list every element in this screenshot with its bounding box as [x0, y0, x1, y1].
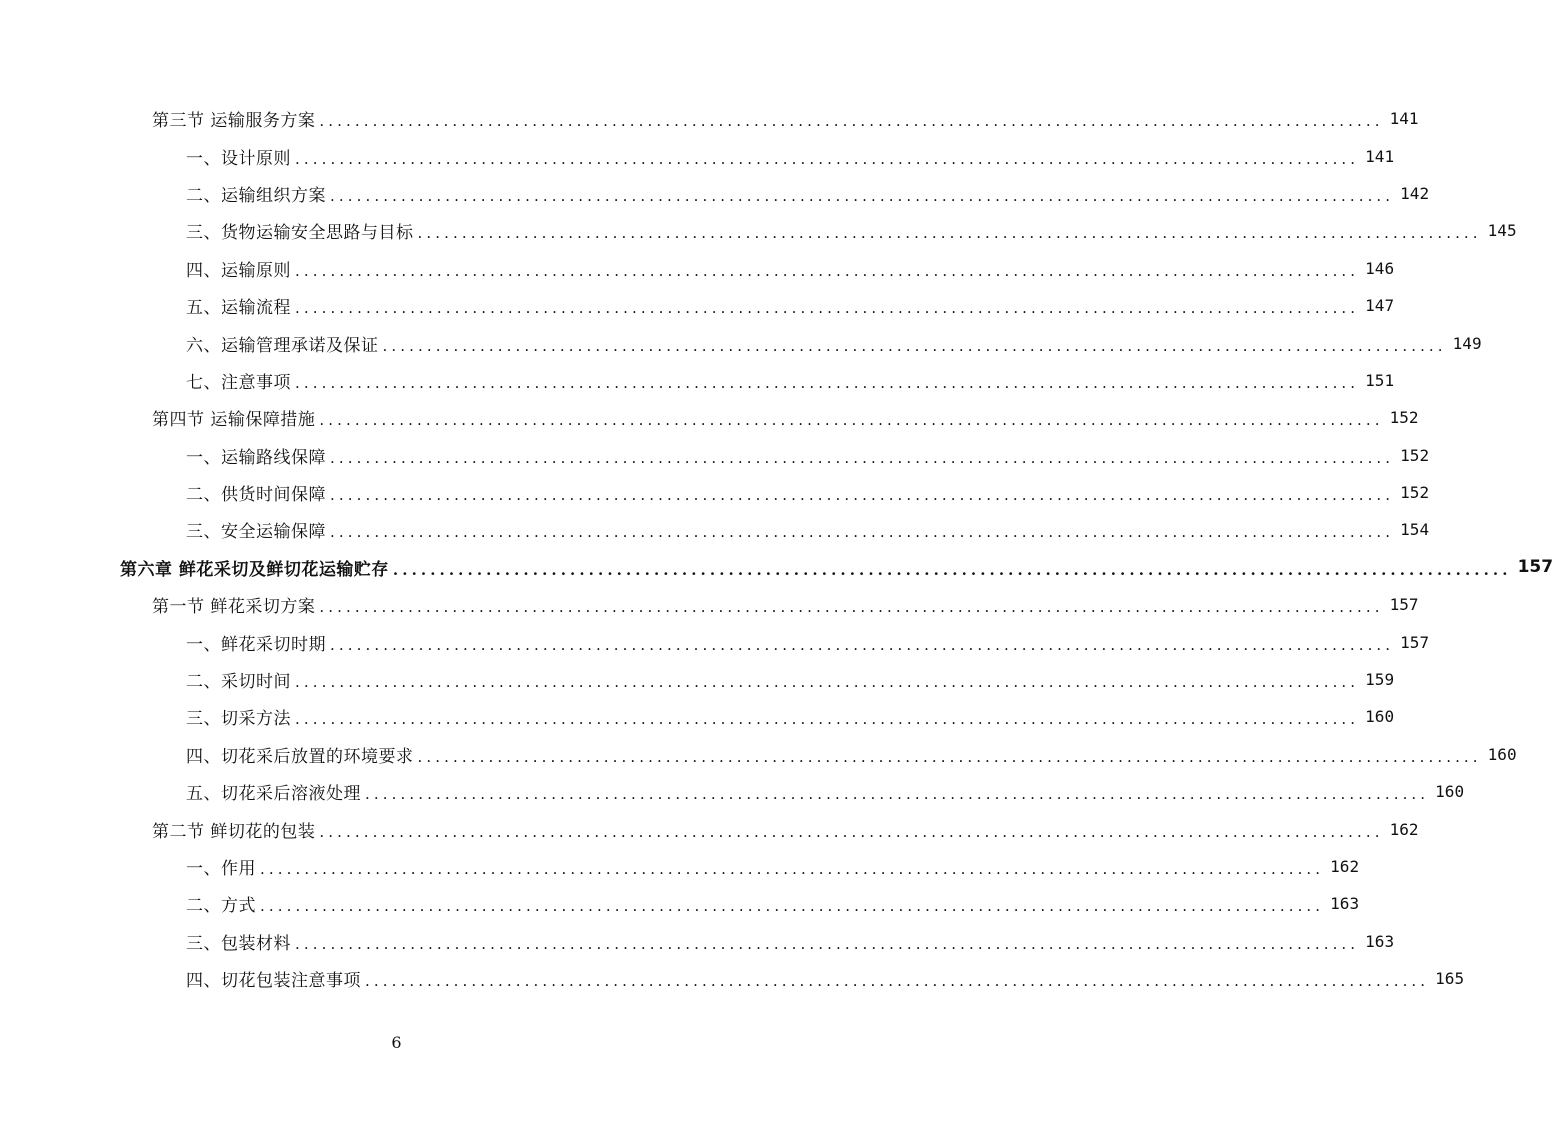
toc-subsection-entry[interactable] [0, 212, 1517, 249]
toc-entry-title: 第二节 鲜切花的包装 [152, 821, 316, 842]
toc-entry-page: 157 [1400, 632, 1430, 652]
toc-subsection-entry[interactable] [0, 773, 1465, 810]
toc-entry-title: 四、切花包装注意事项 [186, 971, 361, 992]
toc-entry-page: 160 [1365, 707, 1395, 727]
toc-entry-page: 163 [1365, 931, 1395, 951]
toc-entry-title: 二、供货时间保障 [186, 485, 326, 506]
table-of-contents [0, 100, 1553, 997]
toc-subsection-entry[interactable] [0, 324, 1482, 361]
toc-entry-title: 六、运输管理承诺及保证 [186, 335, 379, 356]
toc-dot-leader: ........................................................................................................................ [295, 934, 1360, 953]
toc-dot-leader: ........................................................................................................................ [330, 448, 1395, 467]
toc-entry-page: 142 [1400, 183, 1430, 203]
toc-entry-title: 四、切花采后放置的环境要求 [186, 746, 414, 767]
toc-entry-title: 二、方式 [186, 896, 256, 917]
toc-section-entry[interactable] [0, 810, 1419, 847]
toc-section-entry[interactable] [0, 399, 1419, 436]
toc-entry-title: 第四节 运输保障措施 [152, 410, 316, 431]
toc-subsection-entry[interactable] [0, 623, 1430, 660]
toc-entry-title: 三、切采方法 [186, 709, 291, 730]
toc-entry-page: 151 [1365, 370, 1395, 390]
toc-dot-leader: ........................................................................................................................ [295, 373, 1360, 392]
toc-dot-leader: ........................................................................................................................ [295, 673, 1360, 692]
toc-entry-page: 152 [1400, 445, 1430, 465]
toc-dot-leader: ........................................................................................................................ [330, 186, 1395, 205]
toc-dot-leader: ........................................................................................................................ [417, 224, 1482, 243]
toc-subsection-entry[interactable] [0, 698, 1395, 735]
toc-entry-title: 二、采切时间 [186, 672, 291, 693]
toc-dot-leader: ........................................................................................................................ [417, 747, 1482, 766]
toc-dot-leader: ........................................................................................................................ [330, 523, 1395, 542]
toc-subsection-entry[interactable] [0, 960, 1465, 997]
toc-entry-title: 一、作用 [186, 859, 256, 879]
toc-subsection-entry[interactable] [0, 362, 1395, 399]
toc-entry-title: 一、运输路线保障 [186, 447, 326, 468]
toc-subsection-entry[interactable] [0, 661, 1395, 698]
toc-dot-leader: ........................................................................................................................ [295, 710, 1360, 729]
toc-entry-page: 165 [1435, 969, 1465, 989]
toc-entry-page: 152 [1389, 408, 1419, 428]
toc-dot-leader: ........................................................................................................................ [319, 112, 1384, 131]
toc-entry-page: 147 [1365, 296, 1395, 316]
page-number: 6 [391, 1033, 402, 1052]
toc-entry-page: 149 [1452, 333, 1482, 353]
toc-dot-leader: ........................................................................................................................ [319, 411, 1384, 430]
toc-entry-title: 五、切花采后溶液处理 [186, 784, 361, 805]
toc-subsection-entry[interactable] [0, 736, 1517, 773]
toc-entry-title: 一、鲜花采切时期 [186, 634, 326, 655]
toc-subsection-entry[interactable] [0, 511, 1430, 548]
toc-chapter-entry[interactable] [0, 549, 1553, 586]
toc-entry-title: 四、运输原则 [186, 260, 291, 281]
toc-dot-leader: ........................................................................................................................ [392, 560, 1512, 579]
toc-entry-page: 160 [1435, 782, 1465, 802]
toc-entry-title: 第一节 鲜花采切方案 [152, 597, 316, 618]
toc-dot-leader: ........................................................................................................................ [382, 336, 1447, 355]
toc-entry-title: 三、货物运输安全思路与目标 [186, 223, 414, 244]
toc-entry-page: 141 [1365, 146, 1395, 166]
toc-dot-leader: ........................................................................................................................ [319, 598, 1384, 617]
toc-subsection-entry[interactable] [0, 885, 1360, 922]
toc-dot-leader: ........................................................................................................................ [260, 897, 1325, 916]
toc-dot-leader: ........................................................................................................................ [365, 972, 1430, 991]
toc-entry-title: 一、设计原则 [186, 148, 291, 169]
toc-entry-title: 三、包装材料 [186, 933, 291, 954]
toc-dot-leader: ........................................................................................................................ [330, 486, 1395, 505]
toc-subsection-entry[interactable] [0, 175, 1430, 212]
toc-entry-page: 157 [1517, 557, 1553, 578]
toc-dot-leader: ........................................................................................................................ [365, 785, 1430, 804]
toc-section-entry[interactable] [0, 586, 1419, 623]
toc-dot-leader: ........................................................................................................................ [260, 860, 1325, 878]
toc-subsection-entry[interactable] [0, 437, 1430, 474]
toc-entry-page: 145 [1487, 221, 1517, 241]
toc-subsection-entry[interactable] [0, 250, 1395, 287]
toc-entry-title: 七、注意事项 [186, 372, 291, 393]
toc-dot-leader: ........................................................................................................................ [295, 149, 1360, 168]
toc-dot-leader: ........................................................................................................................ [330, 635, 1395, 654]
toc-entry-page: 157 [1389, 595, 1419, 615]
toc-subsection-entry[interactable] [0, 848, 1360, 885]
toc-subsection-entry[interactable] [0, 923, 1395, 960]
toc-entry-page: 141 [1389, 109, 1419, 129]
toc-dot-leader: ........................................................................................................................ [295, 299, 1360, 318]
toc-dot-leader: ........................................................................................................................ [319, 822, 1384, 841]
toc-section-entry[interactable] [0, 100, 1419, 137]
toc-entry-title: 二、运输组织方案 [186, 185, 326, 206]
toc-entry-page: 163 [1330, 894, 1360, 914]
toc-subsection-entry[interactable] [0, 287, 1395, 324]
toc-dot-leader: ........................................................................................................................ [295, 261, 1360, 280]
toc-entry-title: 三、安全运输保障 [186, 522, 326, 543]
toc-entry-title: 第三节 运输服务方案 [152, 111, 316, 132]
toc-entry-page: 159 [1365, 670, 1395, 690]
toc-entry-page: 146 [1365, 258, 1395, 278]
toc-entry-page: 152 [1400, 483, 1430, 503]
toc-subsection-entry[interactable] [0, 474, 1430, 511]
toc-entry-page: 154 [1400, 520, 1430, 540]
toc-entry-page: 160 [1487, 744, 1517, 764]
toc-entry-page: 162 [1330, 857, 1360, 876]
toc-entry-title: 五、运输流程 [186, 298, 291, 319]
toc-entry-title: 第六章 鲜花采切及鲜切花运输贮存 [120, 559, 389, 580]
toc-entry-page: 162 [1389, 819, 1419, 839]
toc-subsection-entry[interactable] [0, 137, 1395, 174]
